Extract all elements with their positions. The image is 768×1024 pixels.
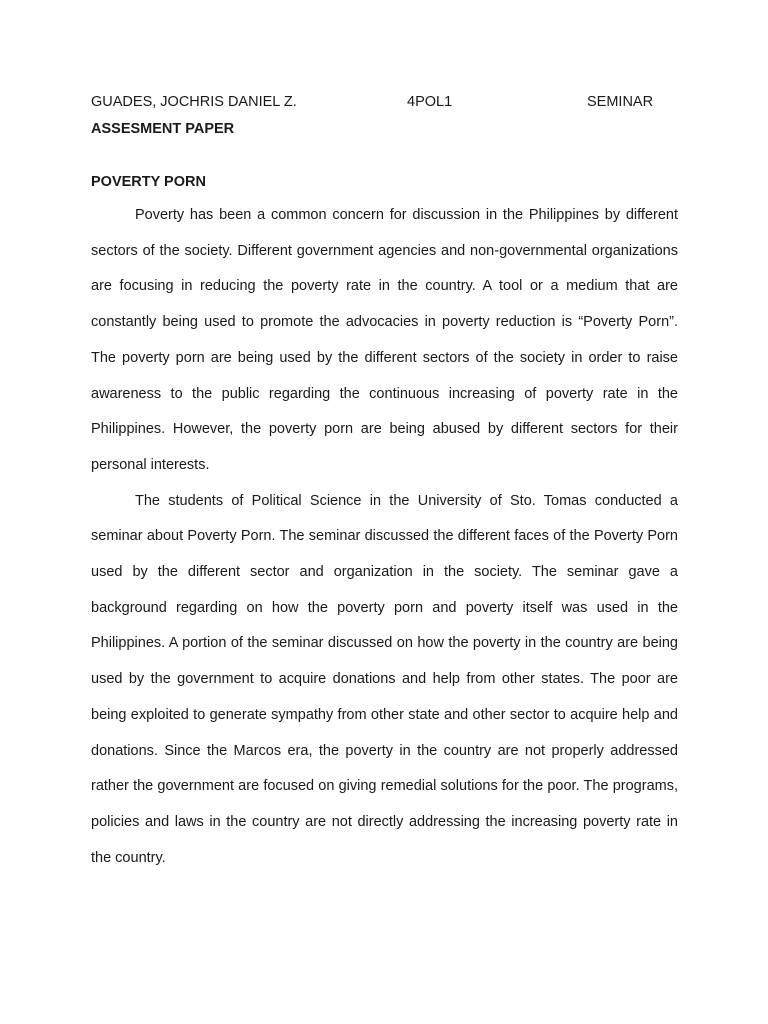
document-title: ASSESMENT PAPER	[91, 121, 235, 137]
topic-heading: POVERTY PORN	[91, 174, 206, 190]
header-line	[91, 92, 677, 112]
student-name: GUADES, JOCHRIS DANIEL Z.	[91, 94, 297, 110]
paragraph-1: Poverty has been a common concern for discussion in the Philippines by different sectors of the society. Different government agencies and non-governmental organizations are focusing in reducing the poverty rate in the country. A tool or a medium that are constantly being used to promote the advocacies in poverty reduction is “Poverty Porn”. The poverty porn are being used by the different sectors of the society in order to raise awareness to the public regarding the continuous increasing of poverty rate in the Philippines. However, the poverty porn are being abused by different sectors for their personal interests.	[91, 207, 678, 473]
paragraph-2: The students of Political Science in the University of Sto. Tomas conducted a seminar about Poverty Porn. The seminar discussed the different faces of the Poverty Porn used by the different sector and organization in the society. The seminar gave a background regarding on how the poverty porn and poverty itself was used in the Philippines. A portion of the seminar discussed on how the poverty in the country are being used by the government to acquire donations and help from other states. The poor are being exploited to generate sympathy from other state and other sector to acquire help and donations. Since the Marcos era, the poverty in the country are not properly addressed rather the government are focused on giving remedial solutions for the poor. The programs, policies and laws in the country are not directly addressing the increasing poverty rate in the country.	[91, 492, 678, 866]
body-text	[91, 198, 678, 876]
paper-type: SEMINAR	[587, 94, 654, 110]
class-section: 4POL1	[407, 94, 453, 110]
